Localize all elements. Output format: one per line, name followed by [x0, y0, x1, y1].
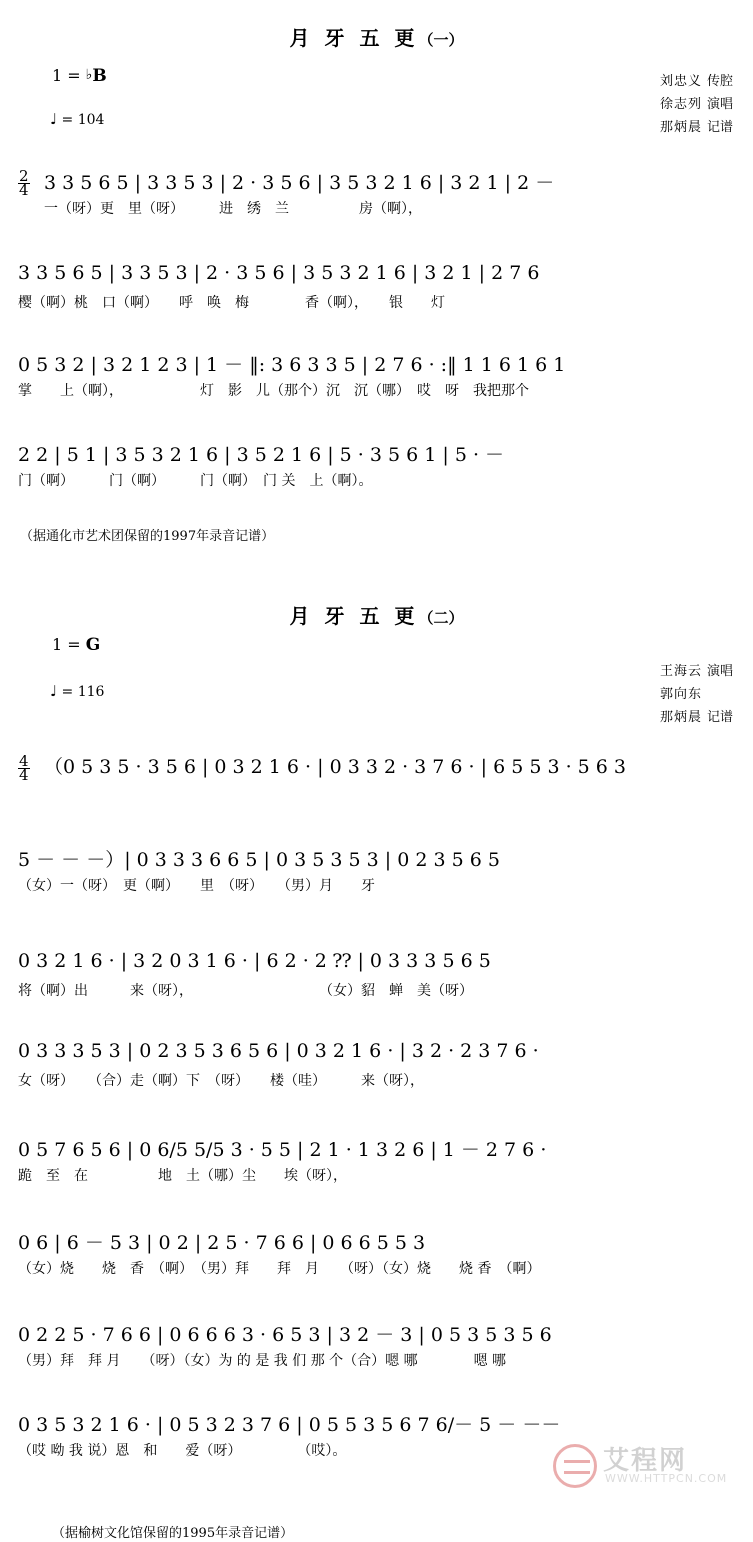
lyrics-row: （男）拜 拜 月 （呀）（女）为 的 是 我 们 那 个（合）嗯 哪 嗯 哪 [18, 1353, 507, 1369]
lyrics-row: 跪 至 在 地 土（哪）尘 埃（呀）， [18, 1168, 347, 1184]
song1-staff-line-4 [18, 440, 748, 489]
song2-staff-line-4 [18, 1040, 748, 1089]
song2-key-label: 1 = [52, 635, 81, 654]
song1-key-accidental: ♭ [85, 67, 93, 83]
song2-title-number: （二） [418, 609, 464, 627]
song2-staff-line-7 [18, 1320, 748, 1369]
lyrics-row: 门（啊） 门（啊） 门（啊） 门 关 上（啊）。 [18, 473, 373, 489]
lyrics-row: 掌 上（啊）， 灯 影 儿（那个）沉 沉（哪） 哎 呀 我把那个 [18, 383, 529, 399]
song1-source-note: （据通化市艺术团保留的1997年录音记谱） [20, 529, 275, 544]
song1-key [52, 66, 107, 86]
song1-credits [660, 70, 733, 139]
song1-staff-line-1 [44, 168, 744, 217]
song1-staff-line-3 [18, 350, 748, 399]
song2-tempo-value: = 116 [61, 684, 105, 700]
song2-tempo [50, 682, 104, 700]
logo-icon [553, 1444, 597, 1488]
notes-row: 0 2 2 5 · 7 6 6 | 0 6 6 6 3 · 6 5 3 | 3 2 － 3 | 0 5 3 5 3 5 6 [18, 1324, 552, 1346]
lyrics-row: （哎 呦 我 说）恩 和 爱（呀） （哎）。 [18, 1443, 347, 1459]
notes-row: （0 5 3 5 · 3 5 6 | 0 3 2 1 6 · | 0 3 3 2 · 3 7 6 · | 6 5 5 3 · 5 6 3 [44, 756, 627, 778]
song2-key [52, 635, 100, 655]
lyrics-row: （女）烧 烧 香 （啊） （男）拜 拜 月 （呀）（女）烧 烧 香 （啊） [18, 1261, 541, 1277]
song2-key-value: G [85, 635, 101, 655]
lyrics-row: 女（呀） （合）走（啊）下 （呀） 楼（哇） 来（呀）， [18, 1073, 424, 1089]
credit-row: 王海云 演唱 [659, 664, 733, 679]
song2-title [0, 600, 753, 629]
notes-row: 0 3 3 3 5 3 | 0 2 3 5 3 6 5 6 | 0 3 2 1 6 · | 3 2 · 2 3 7 6 · [18, 1040, 539, 1062]
notes-row: 5 － － －）| 0 3 3 3 6 6 5 | 0 3 5 3 5 3 | 0 2 3 5 6 5 [18, 849, 500, 871]
notes-row: 0 3 5 3 2 1 6 · | 0 5 3 2 3 7 6 | 0 5 5 3 5 6 7 6/－ 5 － －－ [18, 1414, 561, 1436]
song2-staff-line-6 [18, 1228, 748, 1277]
notes-row: 0 5 7 6 5 6 | 0 6/5 5/5 3 · 5 5 | 2 1 · 1 3 2 6 | 1 － 2 7 6 · [18, 1139, 547, 1161]
watermark [553, 1438, 743, 1496]
song1-title-number: （一） [418, 31, 464, 49]
lyrics-row: 一（呀）更 里（呀） 进 绣 兰 房（啊）， [44, 201, 422, 217]
quarter-note-icon: ♩ [50, 110, 58, 128]
song1-tempo-value: = 104 [61, 112, 105, 128]
song1-title-text: 月 牙 五 更 [289, 26, 419, 50]
lyrics-row: 樱（啊）桃 口（啊） 呼 唤 梅 香（啊）， 银 灯 [18, 295, 445, 311]
credit-row: 那炳晨 记谱 [659, 120, 733, 135]
quarter-note-icon: ♩ [50, 682, 58, 700]
song2-time-signature: $\frac{4}{4}$ [19, 752, 29, 784]
song2-source-note: （据榆树文化馆保留的1995年录音记谱） [52, 1526, 294, 1541]
song2-staff-line-2 [18, 845, 748, 894]
credit-row: 刘忠义 传腔 [659, 74, 733, 89]
notes-row: 3 3 5 6 5 | 3 3 5 3 | 2 · 3 5 6 | 3 5 3 2 1 6 | 3 2 1 | 2 － [44, 172, 555, 194]
song2-staff-line-5 [18, 1135, 748, 1184]
song2-credits [660, 660, 733, 729]
song2-staff-line-1 [44, 752, 744, 796]
song1-staff-line-2 [18, 262, 748, 311]
watermark-url: WWW.HTTPCN.COM [605, 1472, 728, 1485]
lyrics-row [44, 782, 744, 800]
notes-row: 0 3 2 1 6 · | 3 2 0 3 1 6 · | 6 2 · 2 ⁇ | 0 3 3 3 5 6 5 [18, 950, 491, 972]
song2-staff-line-3 [18, 950, 748, 999]
song1-key-value: B [92, 66, 107, 86]
credit-row: 徐志列 演唱 [659, 97, 733, 112]
lyrics-row: （女）一（呀） 更（啊） 里 （呀） （男）月 牙 [18, 878, 375, 894]
lyrics-row: 将（啊）出 来（呀）， （女）貂 蝉 美（呀） [18, 983, 473, 999]
notes-row: 0 6 | 6 － 5 3 | 0 2 | 2 5 · 7 6 6 | 0 6 6 5 5 3 [18, 1232, 426, 1254]
song2-title-text: 月 牙 五 更 [289, 604, 419, 628]
song1-key-label: 1 = [52, 66, 81, 85]
song1-time-signature: $\frac{2}{4}$ [19, 167, 29, 199]
song1-tempo [50, 110, 104, 128]
song1-title [0, 22, 753, 51]
credit-row: 那炳晨 记谱 [659, 710, 733, 725]
watermark-text: 艾程网 [603, 1446, 688, 1476]
credit-row: 郭向东 [659, 687, 702, 702]
notes-row: 3 3 5 6 5 | 3 3 5 3 | 2 · 3 5 6 | 3 5 3 2 1 6 | 3 2 1 | 2 7 6 [18, 262, 540, 284]
notes-row: 2 2 | 5 1 | 3 5 3 2 1 6 | 3 5 2 1 6 | 5 · 3 5 6 1 | 5 · － [18, 444, 505, 466]
notes-row: 0 5 3 2 | 3 2 1 2 3 | 1 － ‖: 3 6 3 3 5 | 2 7 6 · :‖ 1 1 6 1 6 1 [18, 354, 566, 376]
